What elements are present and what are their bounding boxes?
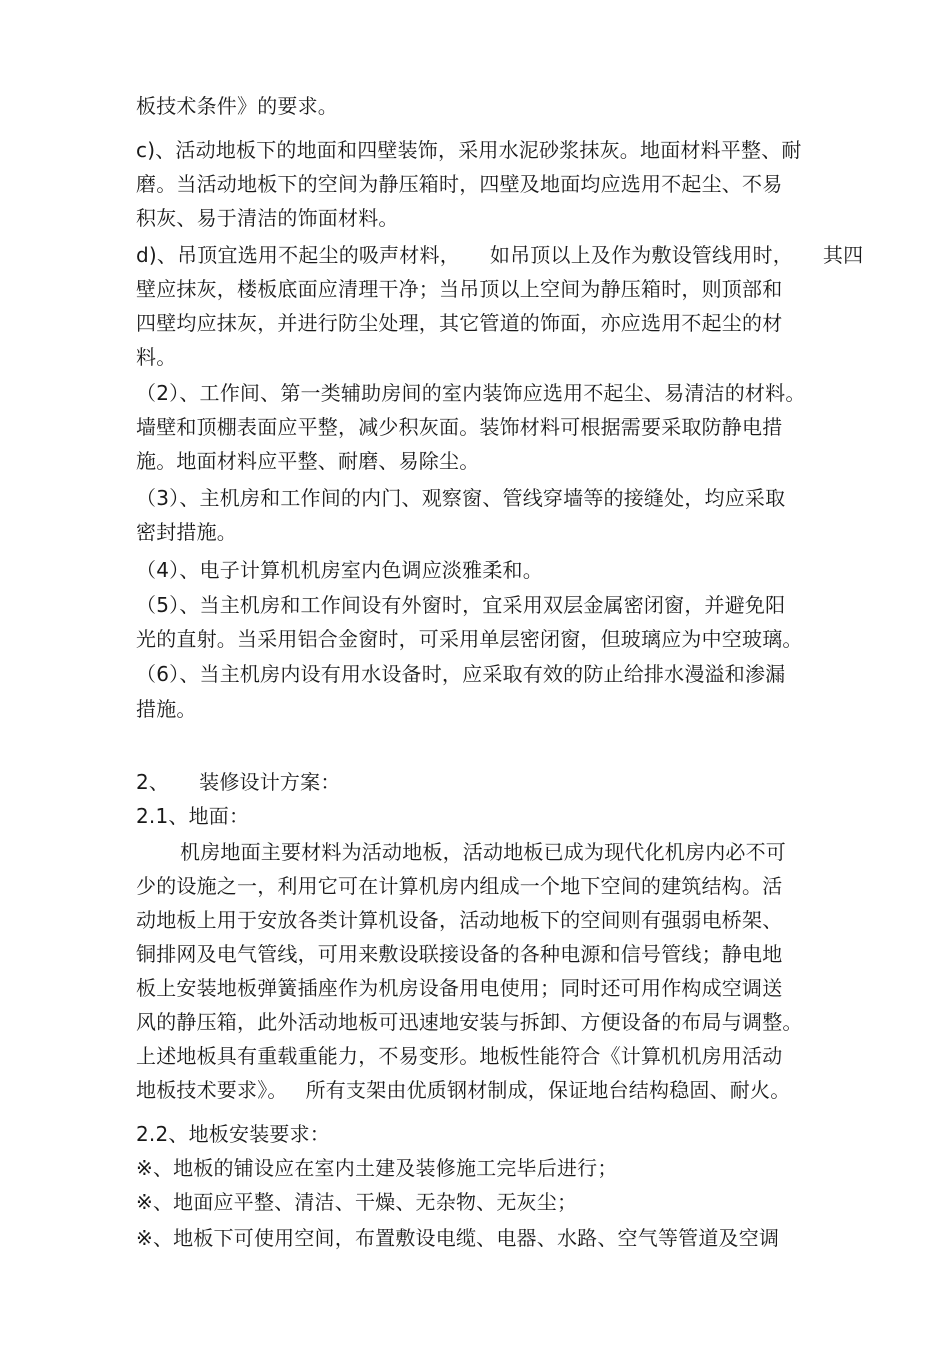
- section-number: 2、: [136, 770, 170, 794]
- text-line: 墙壁和顶棚表面应平整，减少积灰面。装饰材料可根据需要采取防静电措: [136, 415, 783, 439]
- text-line: （5）、当主机房和工作间设有外窗时，宜采用双层金属密闭窗，并避免阳: [136, 593, 786, 617]
- section-heading: [136, 770, 341, 794]
- text-line: （6）、当主机房内设有用水设备时，应采取有效的防止给排水漫溢和渗漏: [136, 662, 786, 686]
- list-item: ※、地板的铺设应在室内土建及装修施工完毕后进行；: [136, 1156, 618, 1180]
- text-line: 密封措施。: [136, 520, 237, 544]
- text-line: 少的设施之一，利用它可在计算机房内组成一个地下空间的建筑结构。活: [136, 874, 783, 898]
- subsection-heading: 2.2、地板安装要求：: [136, 1122, 331, 1146]
- text-segment: 地板技术要求》。: [136, 1078, 288, 1102]
- text-line: 积灰、易于清洁的饰面材料。: [136, 206, 399, 230]
- text-line: 施。地面材料应平整、耐磨、易除尘。: [136, 449, 480, 473]
- text-segment: 其四: [822, 243, 864, 267]
- text-line: [136, 1078, 790, 1102]
- text-line: 板技术条件》的要求。: [136, 94, 338, 118]
- text-line: 四壁均应抹灰，并进行防尘处理，其它管道的饰面，亦应选用不起尘的材: [136, 311, 783, 335]
- text-line: 动地板上用于安放各类计算机设备，活动地板下的空间则有强弱电桥架、: [136, 908, 783, 932]
- text-line: 铜排网及电气管线，可用来敷设联接设备的各种电源和信号管线；静电地: [136, 942, 783, 966]
- text-line: 上述地板具有重载重能力，不易变形。地板性能符合《计算机机房用活动: [136, 1044, 783, 1068]
- text-line: （4）、电子计算机机房室内色调应淡雅柔和。: [136, 558, 543, 582]
- text-line: 料。: [136, 345, 177, 369]
- text-line: 板上安装地板弹簧插座作为机房设备用电使用；同时还可用作构成空调送: [136, 976, 783, 1000]
- subsection-heading: 2.1、地面：: [136, 804, 250, 828]
- text-line: （2）、工作间、第一类辅助房间的室内装饰应选用不起尘、易清洁的材料。: [136, 381, 806, 405]
- text-line: 措施。: [136, 697, 197, 721]
- text-segment: 如吊顶以上及作为敷设管线用时，: [489, 243, 793, 267]
- text-segment: d)、吊顶宜选用不起尘的吸声材料，: [136, 243, 460, 267]
- text-line: （3）、主机房和工作间的内门、观察窗、管线穿墙等的接缝处，均应采取: [136, 486, 786, 510]
- text-line: c)、活动地板下的地面和四壁装饰，采用水泥砂浆抹灰。地面材料平整、耐: [136, 138, 802, 162]
- text-line: 风的静压箱，此外活动地板可迅速地安装与拆卸、方便设备的布局与调整。: [136, 1010, 803, 1034]
- list-item: ※、地面应平整、清洁、干燥、无杂物、无灰尘；: [136, 1190, 578, 1214]
- text-line: 壁应抹灰，楼板底面应清理干净；当吊顶以上空间为静压箱时，则顶部和: [136, 277, 783, 301]
- text-line: 机房地面主要材料为活动地板，活动地板已成为现代化机房内必不可: [180, 840, 786, 864]
- text-segment: 所有支架由优质钢材制成，保证地台结构稳固、耐火。: [305, 1078, 791, 1102]
- text-line: 磨。当活动地板下的空间为静压箱时，四壁及地面均应选用不起尘、不易: [136, 172, 783, 196]
- text-line: [136, 243, 863, 267]
- text-line: 光的直射。当采用铝合金窗时，可采用单层密闭窗，但玻璃应为中空玻璃。: [136, 627, 803, 651]
- section-title: 装修设计方案：: [199, 770, 341, 794]
- list-item: ※、地板下可使用空间，布置敷设电缆、电器、水路、空气等管道及空调: [136, 1226, 780, 1250]
